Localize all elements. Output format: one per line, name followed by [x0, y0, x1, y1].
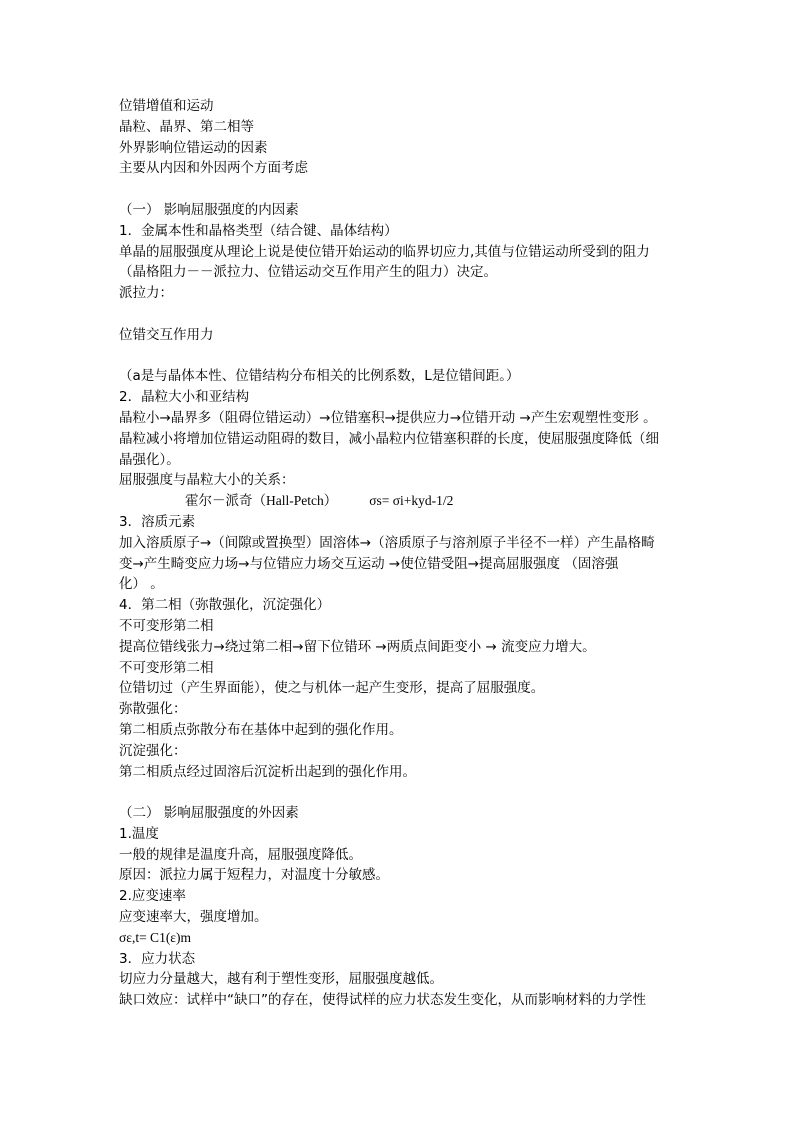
text-line: 晶强化）。 — [119, 451, 180, 468]
subheading: 3．应力状态 — [119, 950, 196, 967]
text-line: （晶格阻力－－派拉力、位错运动交互作用产生的阻力）决定。 — [119, 264, 497, 281]
subheading: 2.应变速率 — [119, 888, 186, 905]
text-line: 切应力分量越大，越有利于塑性变形，屈服强度越低。 — [119, 971, 443, 988]
text-line: 单晶的屈服强度从理论上说是使位错开始运动的临界切应力,其值与位错运动所受到的阻力 — [119, 243, 650, 260]
text-line: 弥散强化： — [119, 701, 187, 718]
strain-rate-formula: σε,t= C1(ε)m — [119, 929, 191, 945]
text-line: 化） 。 — [119, 576, 164, 593]
subheading: 1．金属本性和晶格类型（结合键、晶体结构） — [119, 222, 398, 239]
text-line: （a是与晶体本性、位错结构分布相关的比例系数，L是位错间距。） — [119, 368, 520, 385]
text-line: 不可变形第二相 — [119, 659, 214, 676]
text-line: 屈服强度与晶粒大小的关系： — [119, 472, 295, 489]
blank-line — [119, 304, 689, 325]
text-line: 加入溶质原子→（间隙或置换型）固溶体→（溶质原子与溶剂原子半径不一样）产生晶格畸 — [119, 534, 655, 551]
subheading: 1.温度 — [119, 825, 159, 842]
hall-petch-name: 霍尔－派奇（Hall-Petch） — [185, 493, 338, 509]
subheading: 2．晶粒大小和亚结构 — [119, 389, 250, 406]
section-heading: （一） 影响屈服强度的内因素 — [119, 201, 299, 218]
text-line: 原因：派拉力属于短程力，对温度十分敏感。 — [119, 867, 389, 884]
text-line: 位错切过（产生界面能），使之与机体一起产生变形，提高了屈服强度。 — [119, 680, 545, 697]
text-line: 不可变形第二相 — [119, 617, 214, 634]
hall-petch-formula: σs= σi+kyd-1/2 — [369, 493, 454, 509]
text-line: 缺口效应：试样中“缺口”的存在，使得试样的应力状态发生变化，从而影响材料的力学性 — [119, 992, 646, 1009]
text-line: 提高位错线张力→绕过第二相→留下位错环 →两质点间距变小 → 流变应力增大。 — [119, 638, 596, 655]
text-line: 主要从内因和外因两个方面考虑 — [119, 160, 308, 177]
hall-petch-line — [119, 491, 689, 512]
text-line: 第二相质点弥散分布在基体中起到的强化作用。 — [119, 721, 403, 738]
text-line: 晶粒、晶界、第二相等 — [119, 118, 254, 135]
text-line: 晶粒减小将增加位错运动阻碍的数目，减小晶粒内位错塞积群的长度，使屈服强度降低（细 — [119, 430, 659, 447]
section-heading: （二） 影响屈服强度的外因素 — [119, 805, 299, 822]
text-line: 第二相质点经过固溶后沉淀析出起到的强化作用。 — [119, 763, 416, 780]
blank-line — [119, 782, 689, 803]
text-line: 位错交互作用力 — [119, 326, 214, 343]
subheading: 4．第二相（弥散强化，沉淀强化） — [119, 597, 331, 614]
text-line: 派拉力： — [119, 285, 173, 302]
text-line: 沉淀强化： — [119, 742, 187, 759]
text-line: 晶粒小→晶界多（阻碍位错运动）→位错塞积→提供应力→位错开动 →产生宏观塑性变形 。 — [119, 409, 657, 426]
text-line: 应变速率大，强度增加。 — [119, 909, 268, 926]
document-page — [119, 96, 689, 1011]
text-line: 一般的规律是温度升高，屈服强度降低。 — [119, 846, 362, 863]
text-line: 变→产生畸变应力场→与位错应力场交互运动 →使位错受阻→提高屈服强度 （固溶强 — [119, 555, 619, 572]
blank-line — [119, 179, 689, 200]
text-line: 位错增值和运动 — [119, 98, 214, 114]
blank-line — [119, 346, 689, 367]
subheading: 3．溶质元素 — [119, 513, 196, 530]
text-line: 外界影响位错运动的因素 — [119, 139, 268, 156]
